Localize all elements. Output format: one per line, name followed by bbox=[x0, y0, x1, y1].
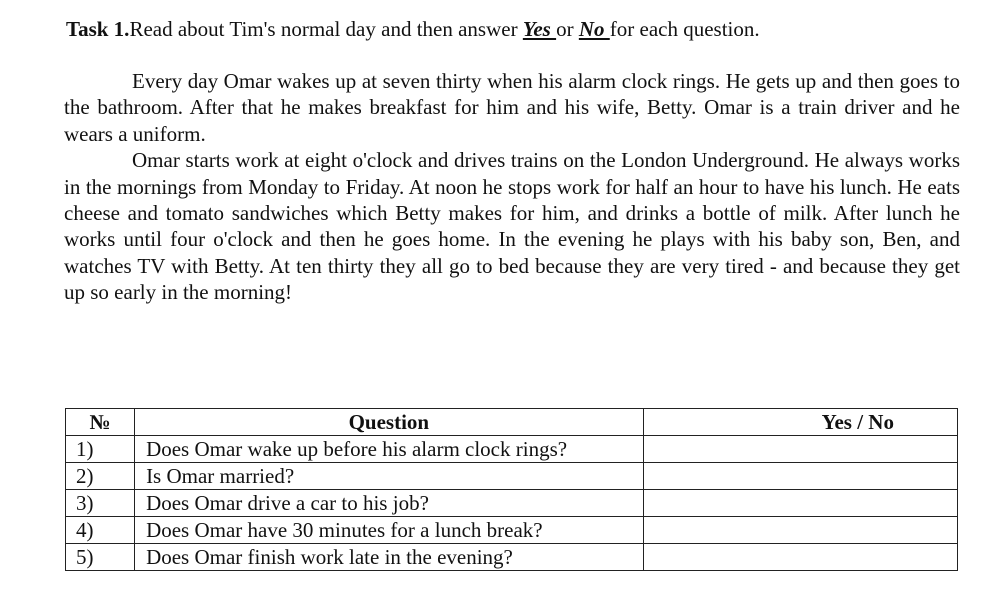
answer-cell[interactable] bbox=[643, 436, 957, 463]
table-row bbox=[66, 436, 958, 463]
row-number: 4) bbox=[66, 517, 135, 544]
table-row bbox=[66, 490, 958, 517]
header-number: № bbox=[66, 409, 135, 436]
passage-paragraph-1: Every day Omar wakes up at seven thirty when his alarm clock rings. He gets up and then goes to the bathroom. After that he makes breakfast for him and his wife, Betty. Omar is a train driver and he wears a uniform. bbox=[64, 69, 960, 146]
row-number: 3) bbox=[66, 490, 135, 517]
passage-paragraph-2: Omar starts work at eight o'clock and drives trains on the London Underground. He always works in the mornings from Monday to Friday. At noon he stops work for half an hour to have his lunch. He eats cheese and tomato sandwiches which Betty makes for him, and drinks a bottle of milk. After lunch he works until four o'clock and then he goes home. In the evening he plays with his baby son, Ben, and watches TV with Betty. At ten thirty they all go to bed because they are very tired - and because they get up so early in the morning! bbox=[64, 148, 960, 305]
row-number: 2) bbox=[66, 463, 135, 490]
task-instruction-or: or bbox=[556, 17, 579, 41]
row-question: Does Omar wake up before his alarm clock rings? bbox=[135, 436, 644, 463]
answer-cell[interactable] bbox=[643, 544, 957, 571]
header-question: Question bbox=[135, 409, 644, 436]
row-question: Does Omar have 30 minutes for a lunch break? bbox=[135, 517, 644, 544]
table-row bbox=[66, 517, 958, 544]
table-header-row bbox=[66, 409, 958, 436]
task-title bbox=[66, 16, 760, 42]
answer-no-label: No bbox=[578, 17, 610, 41]
table-row bbox=[66, 544, 958, 571]
row-question: Is Omar married? bbox=[135, 463, 644, 490]
answer-cell[interactable] bbox=[643, 463, 957, 490]
row-question: Does Omar finish work late in the evening? bbox=[135, 544, 644, 571]
reading-passage bbox=[64, 68, 960, 306]
row-question: Does Omar drive a car to his job? bbox=[135, 490, 644, 517]
row-number: 5) bbox=[66, 544, 135, 571]
header-answer: Yes / No bbox=[643, 409, 957, 436]
questions-table bbox=[65, 408, 958, 571]
answer-cell[interactable] bbox=[643, 490, 957, 517]
task-instruction-pre: Read about Tim's normal day and then answer bbox=[129, 17, 523, 41]
answer-yes-label: Yes bbox=[522, 17, 557, 41]
answer-cell[interactable] bbox=[643, 517, 957, 544]
task-label: Task 1. bbox=[66, 17, 130, 41]
row-number: 1) bbox=[66, 436, 135, 463]
task-instruction-post: for each question. bbox=[609, 17, 760, 41]
table-row bbox=[66, 463, 958, 490]
